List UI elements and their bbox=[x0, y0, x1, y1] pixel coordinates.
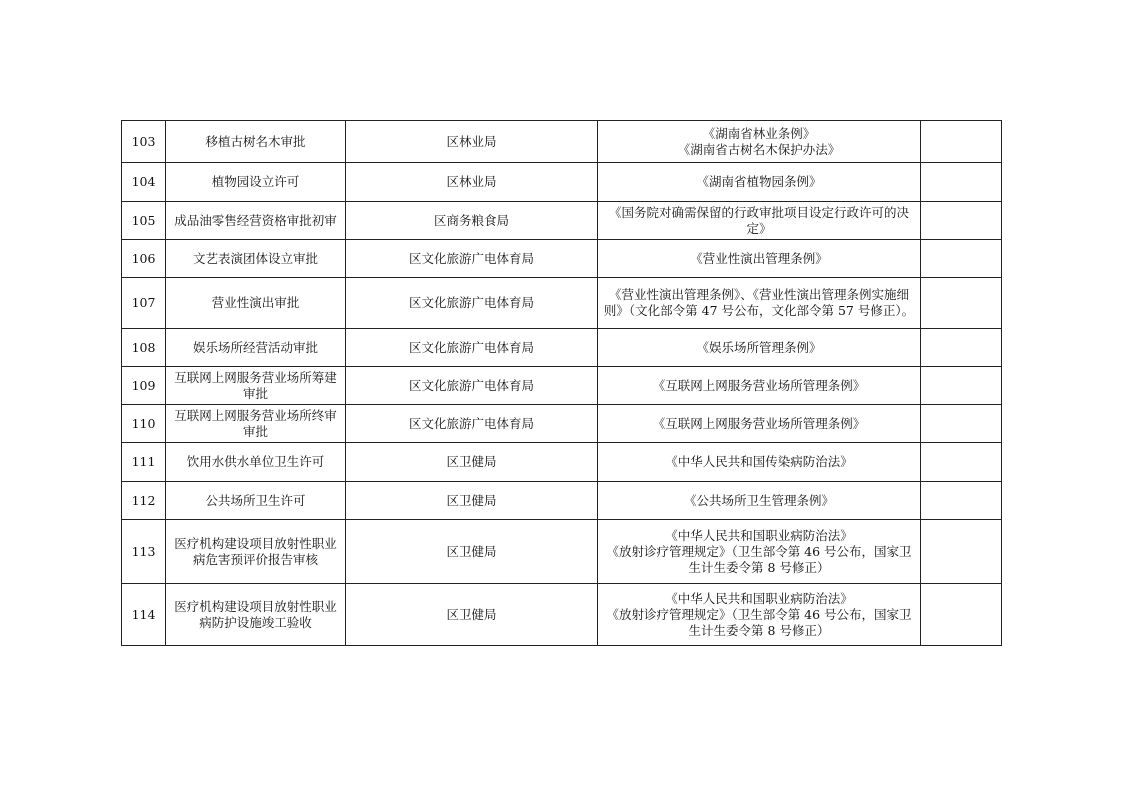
item-name: 文艺表演团体设立审批 bbox=[166, 240, 346, 278]
remarks bbox=[921, 482, 1002, 520]
remarks bbox=[921, 367, 1002, 405]
remarks bbox=[921, 520, 1002, 584]
legal-basis-line: 《中华人民共和国职业病防治法》 bbox=[665, 590, 853, 606]
table-row bbox=[122, 584, 1002, 646]
row-number: 106 bbox=[122, 240, 166, 278]
legal-basis-line: 《互联网上网服务营业场所管理条例》 bbox=[652, 377, 866, 393]
item-name: 植物园设立许可 bbox=[166, 163, 346, 202]
legal-basis-line: 《湖南省植物园条例》 bbox=[696, 174, 822, 189]
legal-basis-line: 《放射诊疗管理规定》（卫生部令第 46 号公布，国家卫生计生委令第 8 号修正） bbox=[606, 543, 912, 575]
item-name: 饮用水供水单位卫生许可 bbox=[166, 443, 346, 482]
remarks bbox=[921, 405, 1002, 443]
department: 区文化旅游广电体育局 bbox=[346, 278, 598, 329]
row-number: 107 bbox=[122, 278, 166, 329]
legal-basis bbox=[598, 121, 921, 163]
department: 区林业局 bbox=[346, 121, 598, 163]
remarks bbox=[921, 121, 1002, 163]
row-number: 111 bbox=[122, 443, 166, 482]
approval-items-table bbox=[121, 120, 1002, 646]
item-name: 娱乐场所经营活动审批 bbox=[166, 329, 346, 367]
department: 区文化旅游广电体育局 bbox=[346, 329, 598, 367]
department: 区商务粮食局 bbox=[346, 202, 598, 240]
remarks bbox=[921, 240, 1002, 278]
item-name: 医疗机构建设项目放射性职业病危害预评价报告审核 bbox=[166, 520, 346, 584]
department: 区文化旅游广电体育局 bbox=[346, 405, 598, 443]
legal-basis-line: 《湖南省林业条例》 bbox=[702, 125, 816, 141]
legal-basis bbox=[598, 584, 921, 646]
legal-basis-line: 《营业性演出管理条例》 bbox=[690, 250, 828, 266]
department: 区卫健局 bbox=[346, 520, 598, 584]
legal-basis bbox=[598, 202, 921, 240]
item-name: 营业性演出审批 bbox=[166, 278, 346, 329]
row-number: 109 bbox=[122, 367, 166, 405]
item-name: 移植古树名木审批 bbox=[166, 121, 346, 163]
remarks bbox=[921, 202, 1002, 240]
legal-basis bbox=[598, 278, 921, 329]
item-name: 医疗机构建设项目放射性职业病防护设施竣工验收 bbox=[166, 584, 346, 646]
row-number: 113 bbox=[122, 520, 166, 584]
row-number: 105 bbox=[122, 202, 166, 240]
table-row bbox=[122, 520, 1002, 584]
legal-basis bbox=[598, 367, 921, 405]
department: 区林业局 bbox=[346, 163, 598, 202]
row-number: 104 bbox=[122, 163, 166, 202]
table-row bbox=[122, 202, 1002, 240]
row-number: 114 bbox=[122, 584, 166, 646]
remarks bbox=[921, 278, 1002, 329]
legal-basis bbox=[598, 163, 921, 202]
row-number: 110 bbox=[122, 405, 166, 443]
table-row bbox=[122, 278, 1002, 329]
item-name: 互联网上网服务营业场所筹建审批 bbox=[166, 367, 346, 405]
table-row bbox=[122, 367, 1002, 405]
item-name: 成品油零售经营资格审批初审 bbox=[166, 202, 346, 240]
table-row bbox=[122, 240, 1002, 278]
legal-basis-line: 《营业性演出管理条例》、《营业性演出管理条例实施细则》（文化部令第 47 号公布，文化部令第 57 号修正）。 bbox=[603, 287, 915, 318]
table-row bbox=[122, 329, 1002, 367]
table-row bbox=[122, 482, 1002, 520]
legal-basis-line: 《湖南省古树名木保护办法》 bbox=[677, 141, 841, 157]
legal-basis-line: 《互联网上网服务营业场所管理条例》 bbox=[652, 415, 866, 431]
legal-basis-line: 《国务院对确需保留的行政审批项目设定行政许可的决定》 bbox=[608, 204, 909, 236]
row-number: 112 bbox=[122, 482, 166, 520]
remarks bbox=[921, 443, 1002, 482]
department: 区卫健局 bbox=[346, 482, 598, 520]
item-name: 互联网上网服务营业场所终审审批 bbox=[166, 405, 346, 443]
legal-basis-line: 《娱乐场所管理条例》 bbox=[696, 339, 822, 355]
legal-basis-line: 《中华人民共和国职业病防治法》 bbox=[665, 527, 853, 543]
table-row bbox=[122, 443, 1002, 482]
department: 区文化旅游广电体育局 bbox=[346, 367, 598, 405]
legal-basis-line: 《中华人民共和国传染病防治法》 bbox=[665, 454, 853, 469]
legal-basis bbox=[598, 240, 921, 278]
legal-basis bbox=[598, 443, 921, 482]
legal-basis bbox=[598, 482, 921, 520]
table-row bbox=[122, 163, 1002, 202]
legal-basis bbox=[598, 520, 921, 584]
legal-basis bbox=[598, 405, 921, 443]
legal-basis bbox=[598, 329, 921, 367]
row-number: 103 bbox=[122, 121, 166, 163]
legal-basis-line: 《放射诊疗管理规定》（卫生部令第 46 号公布，国家卫生计生委令第 8 号修正） bbox=[606, 606, 912, 638]
table-row bbox=[122, 405, 1002, 443]
row-number: 108 bbox=[122, 329, 166, 367]
department: 区卫健局 bbox=[346, 443, 598, 482]
legal-basis-line: 《公共场所卫生管理条例》 bbox=[683, 492, 834, 508]
remarks bbox=[921, 163, 1002, 202]
table-row bbox=[122, 121, 1002, 163]
remarks bbox=[921, 329, 1002, 367]
remarks bbox=[921, 584, 1002, 646]
department: 区卫健局 bbox=[346, 584, 598, 646]
item-name: 公共场所卫生许可 bbox=[166, 482, 346, 520]
department: 区文化旅游广电体育局 bbox=[346, 240, 598, 278]
